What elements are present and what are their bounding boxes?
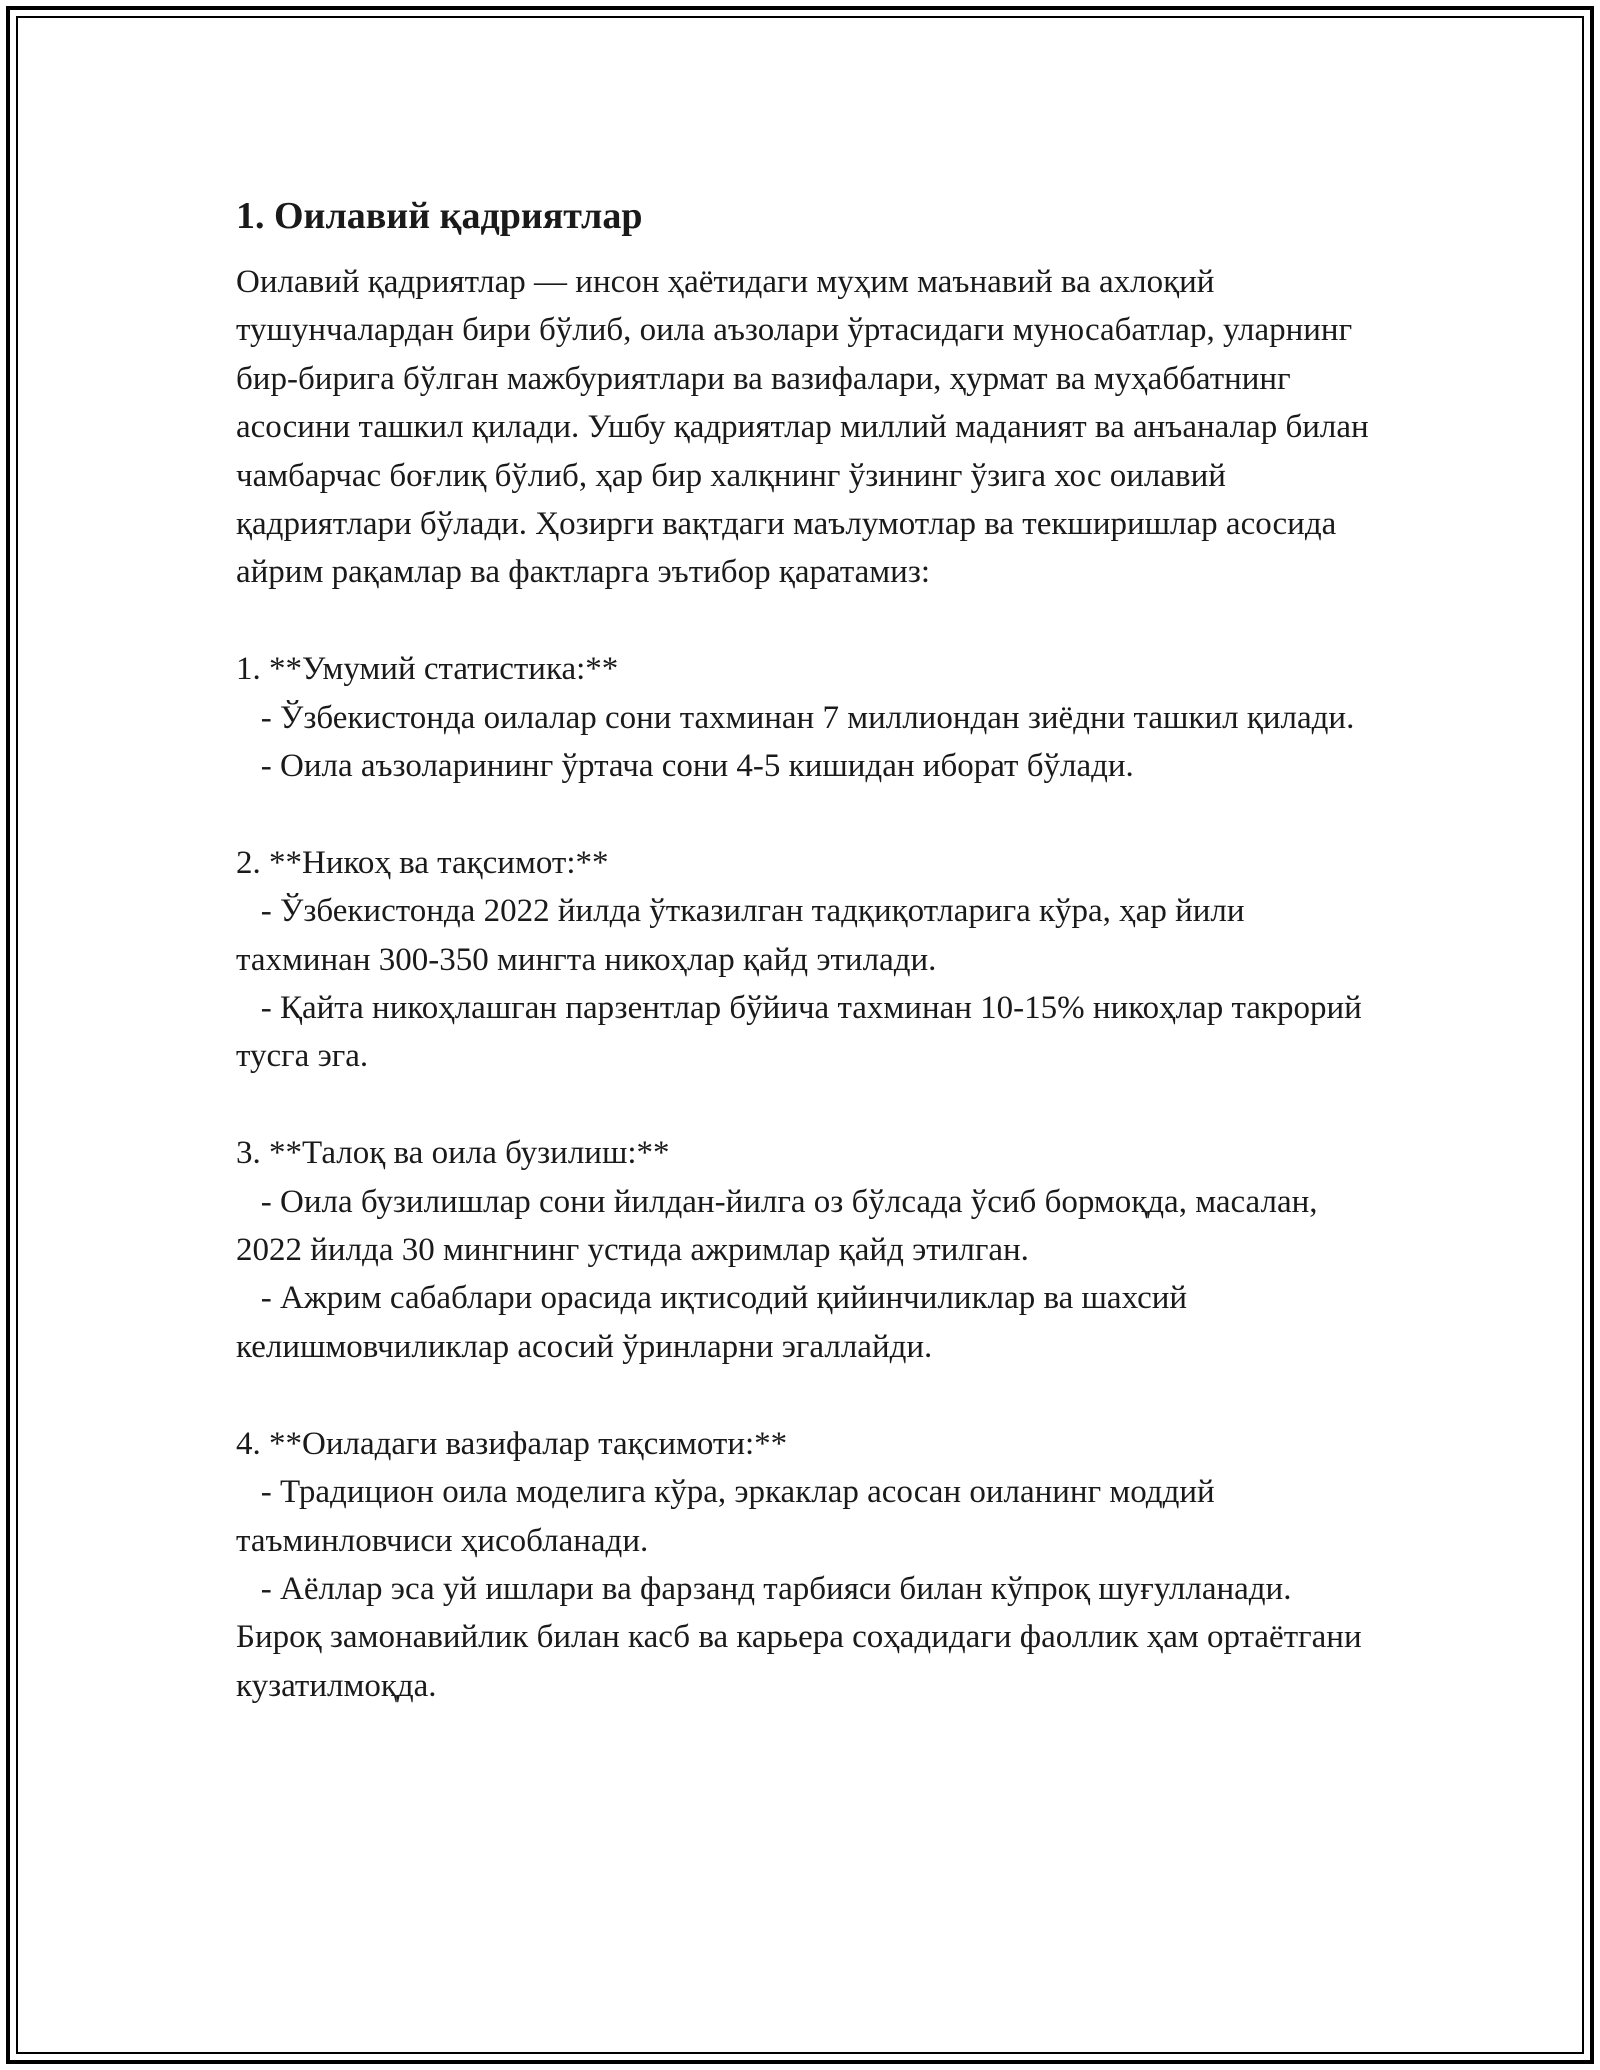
- bullet-item: - Оила бузилишлар сони йилдан-йилга оз бўлсада ўсиб бормоқда, масалан, 2022 йилда 30 мингнинг устида ажримлар қайд этилган.: [236, 1183, 1326, 1269]
- intro-paragraph: Оилавий қадриятлар — инсон ҳаётидаги муҳим маънавий ва ахлоқий тушунчалардан бири бўлиб, оила аъзолари ўртасидаги муносабатлар, уларнинг бир-бирига бўлган мажбуриятлари ва вазифалари, ҳурмат ва муҳаббатнинг асосини ташкил қилади. Ушбу қадриятлар миллий маданият ва анъаналар билан чамбарчас боғлиқ бўлиб, ҳар бир халқнинг ўзининг ўзига хос оилавий қадриятлари бўлади. Ҳозирги вақтдаги маълумотлар ва текширишлар асосида айрим рақамлар ва фактларга эътибор қаратамиз:: [236, 264, 1369, 591]
- bullet-item: - Аёллар эса уй ишлари ва фарзанд тарбияси билан кўпроқ шуғулланади. Бироқ замонавийлик билан касб ва карьера соҳадидаги фаоллик ҳам ортаётгани кузатилмоқда.: [236, 1570, 1370, 1704]
- bullet-item: - Оила аъзоларининг ўртача сони 4-5 кишидан иборат бўлади.: [236, 748, 1134, 785]
- document-title: 1. Оилавий қадриятлар: [236, 195, 643, 237]
- section-marriage: [236, 839, 1376, 1081]
- document-body: [236, 186, 1376, 1710]
- bullet-item: - Традицион оила моделига кўра, эркаклар асосан оиланинг моддий таъминловчиси ҳисобланади.: [236, 1474, 1223, 1559]
- section-heading: 3. **Талоқ ва оила бузилиш:**: [236, 1135, 670, 1172]
- section-heading: 1. **Умумий статистика:**: [236, 651, 619, 688]
- section-general-statistics: [236, 645, 1376, 790]
- bullet-item: - Қайта никоҳлашган парзентлар бўйича тахминан 10-15% никоҳлар такрорий тусга эга.: [236, 990, 1371, 1075]
- section-heading: 2. **Никоҳ ва тақсимот:**: [236, 844, 609, 881]
- section-divorce: [236, 1129, 1376, 1371]
- bullet-item: - Ўзбекистонда 2022 йилда ўтказилган тадқиқотларига кўра, ҳар йили тахминан 300-350 мингта никоҳлар қайд этилади.: [236, 893, 1253, 978]
- section-family-roles: [236, 1420, 1376, 1710]
- section-heading: 4. **Оиладаги вазифалар тақсимоти:**: [236, 1425, 788, 1462]
- bullet-item: - Ўзбекистонда оилалар сони тахминан 7 миллиондан зиёдни ташкил қилади.: [236, 699, 1355, 736]
- bullet-item: - Ажрим сабаблари орасида иқтисодий қийинчиликлар ва шахсий келишмовчиликлар асосий ўринларни эгаллайди.: [236, 1280, 1196, 1365]
